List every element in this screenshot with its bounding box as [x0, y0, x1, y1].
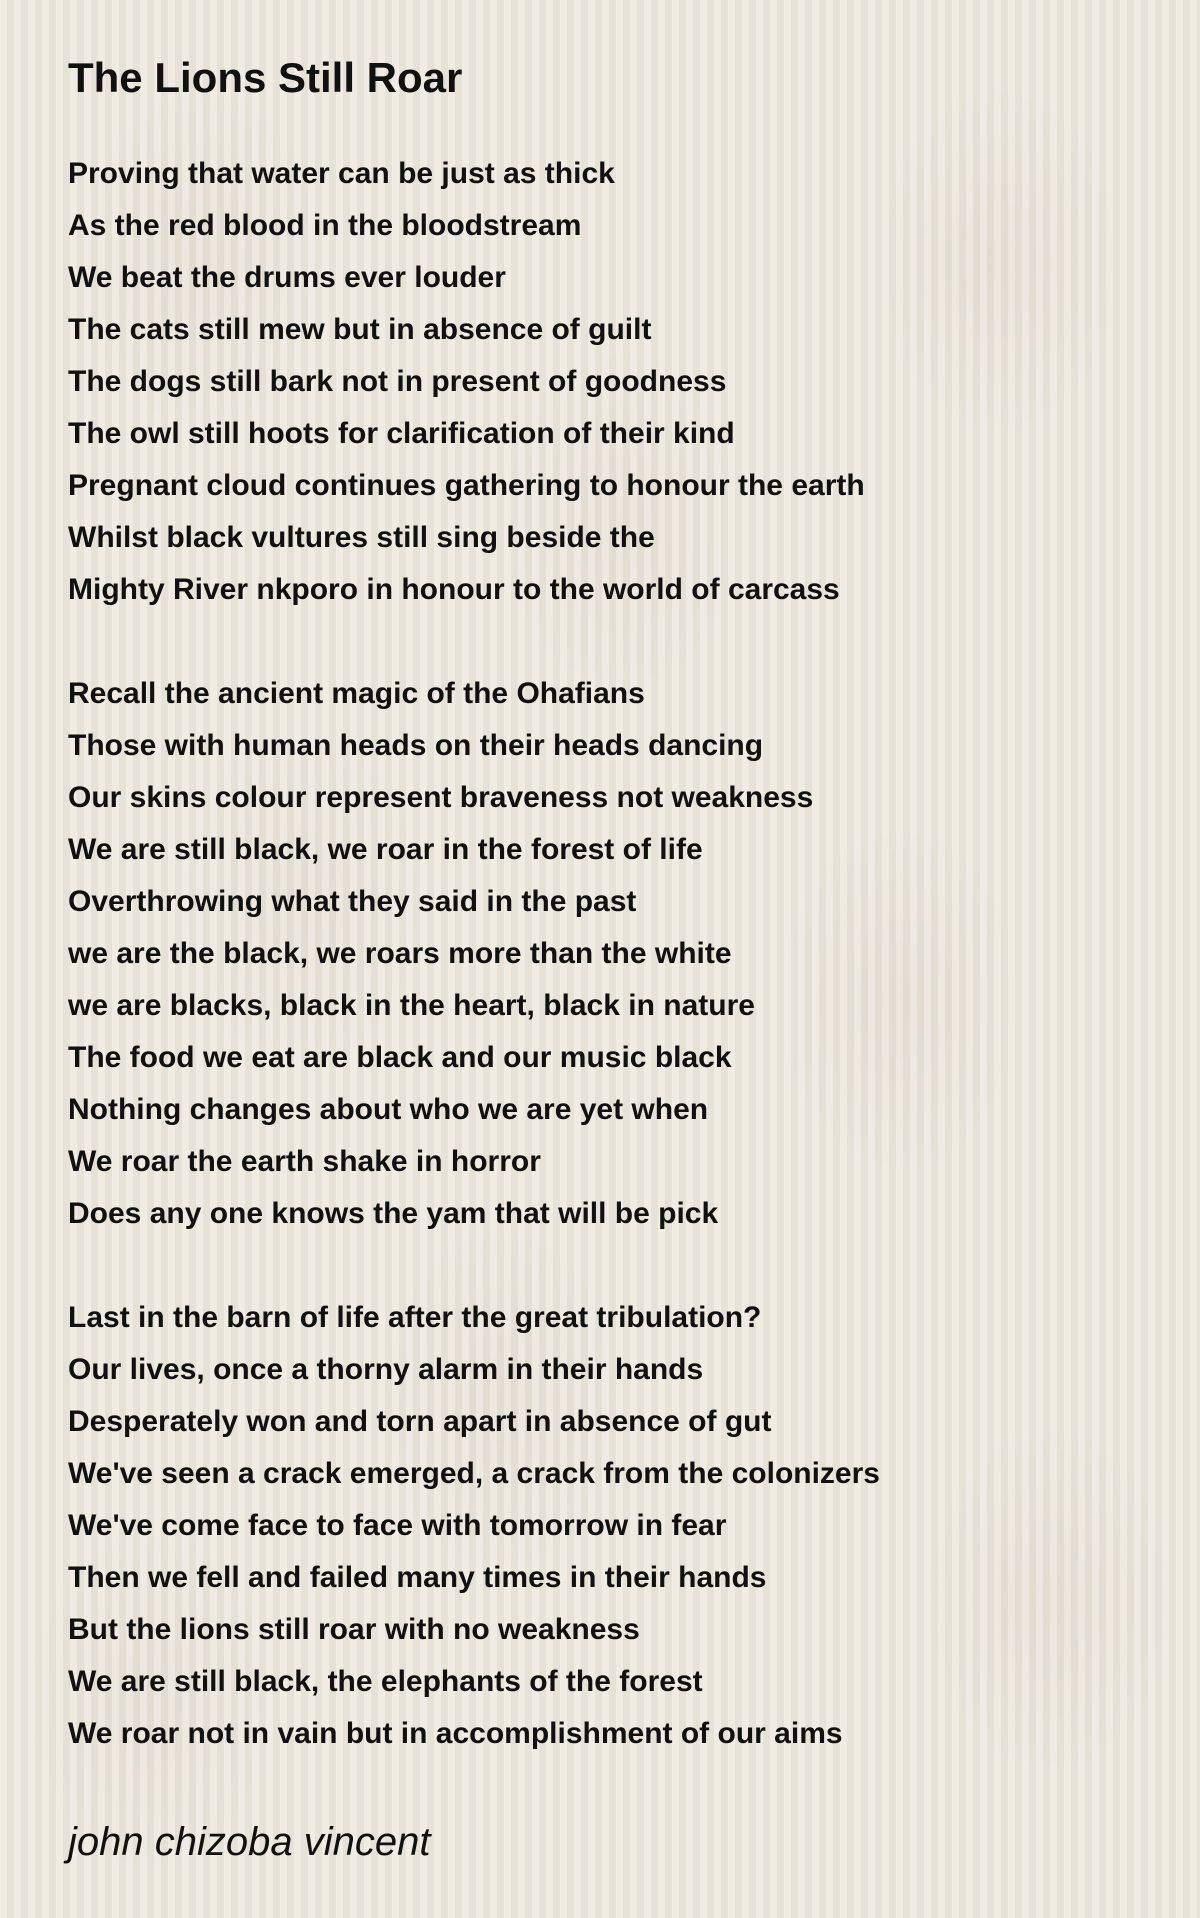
poem-line: We've seen a crack emerged, a crack from the colonizers [68, 1457, 880, 1490]
poem-line: We are still black, we roar in the forest of life [68, 833, 703, 866]
poem-line: Those with human heads on their heads dancing [68, 729, 764, 762]
poem-line: The owl still hoots for clarification of their kind [68, 417, 735, 450]
poem-line: Pregnant cloud continues gathering to honour the earth [68, 469, 865, 502]
poem-line: we are the black, we roars more than the white [68, 937, 732, 970]
poem-line: The dogs still bark not in present of goodness [68, 365, 727, 398]
poem-line: Mighty River nkporo in honour to the world of carcass [68, 573, 840, 606]
poem-author: john chizoba vincent [68, 1820, 431, 1864]
poem-line: Desperately won and torn apart in absence of gut [68, 1405, 772, 1438]
poem-line: We beat the drums ever louder [68, 261, 506, 294]
poem-line: Our skins colour represent braveness not weakness [68, 781, 814, 814]
stanza-3 [68, 1292, 880, 1760]
poem-line: But the lions still roar with no weakness [68, 1613, 640, 1646]
poem-line: Nothing changes about who we are yet when [68, 1093, 709, 1126]
poem-line: We've come face to face with tomorrow in fear [68, 1509, 727, 1542]
poem-line: We roar the earth shake in horror [68, 1145, 541, 1178]
poem-line: We are still black, the elephants of the forest [68, 1665, 703, 1698]
poem-line: Then we fell and failed many times in their hands [68, 1561, 767, 1594]
poem-line: Our lives, once a thorny alarm in their hands [68, 1353, 704, 1386]
poem-line: Last in the barn of life after the great tribulation? [68, 1301, 762, 1334]
stanza-1 [68, 148, 865, 616]
poem-line: Whilst black vultures still sing beside the [68, 521, 655, 554]
poem-line: Overthrowing what they said in the past [68, 885, 637, 918]
poem-line: The cats still mew but in absence of guilt [68, 313, 652, 346]
poem-line: Does any one knows the yam that will be pick [68, 1197, 719, 1230]
poem-line: As the red blood in the bloodstream [68, 209, 582, 242]
poem-line: Recall the ancient magic of the Ohafians [68, 677, 645, 710]
poem-line: Proving that water can be just as thick [68, 157, 615, 190]
poem-line: We roar not in vain but in accomplishment of our aims [68, 1717, 843, 1750]
poem-title: The Lions Still Roar [68, 54, 463, 101]
poem-line: we are blacks, black in the heart, black in nature [68, 989, 755, 1022]
poem-line: The food we eat are black and our music black [68, 1041, 732, 1074]
stanza-2 [68, 668, 813, 1240]
